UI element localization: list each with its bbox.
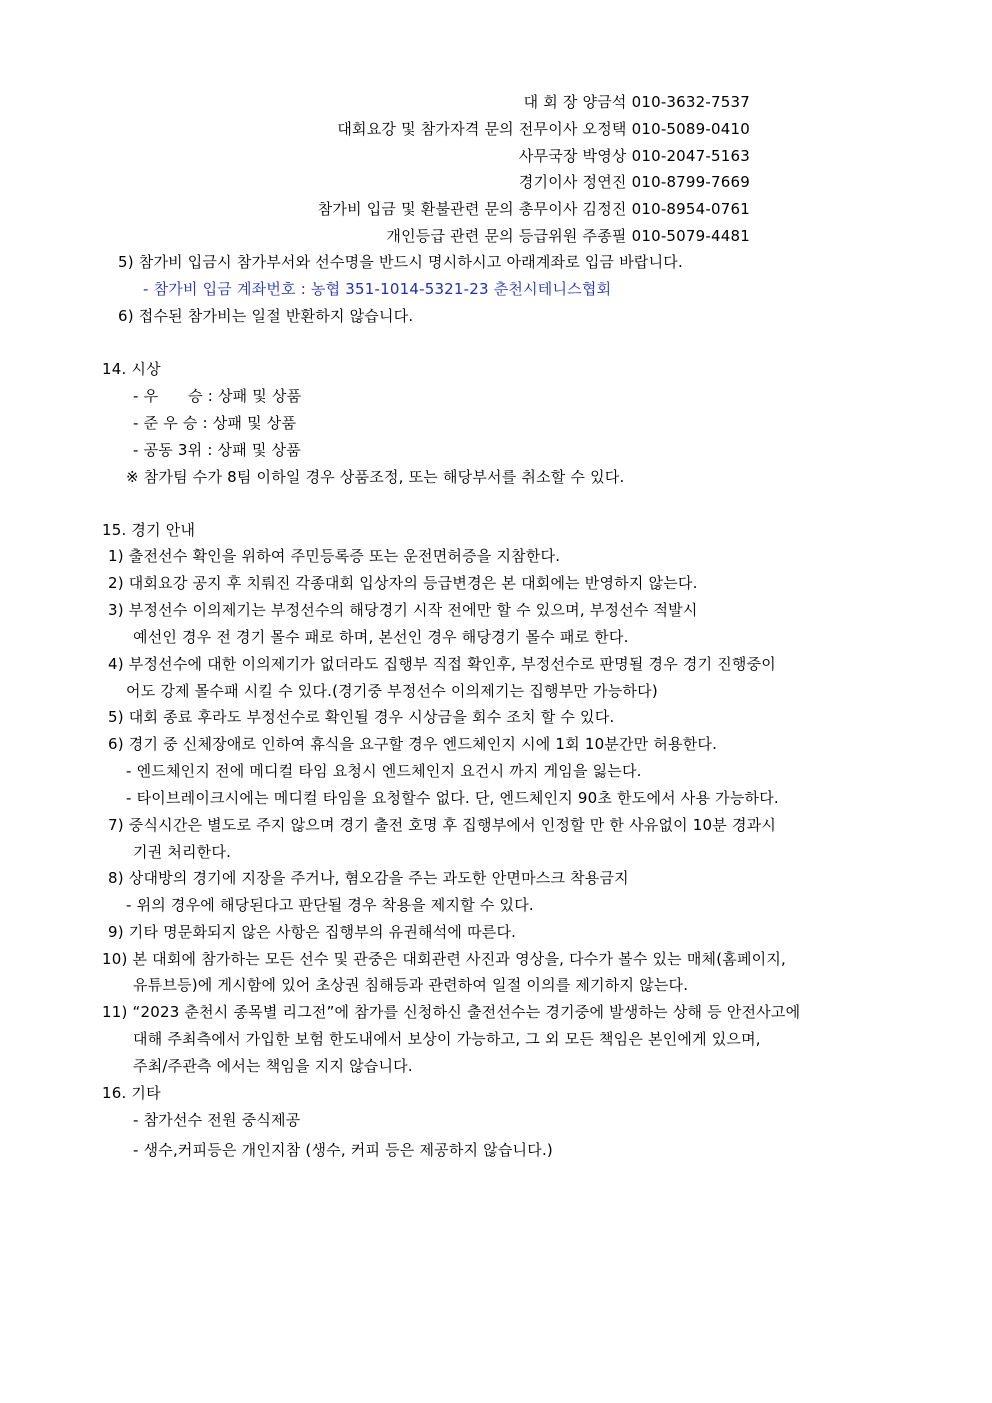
award-runner-up: - 준 우 승 : 상패 및 상품 xyxy=(133,414,297,432)
section-14-title: 14. 시상 xyxy=(102,360,161,378)
contact-general-affairs: 참가비 입금 및 환불관련 문의 총무이사 김정진 010-8954-0761 xyxy=(317,200,750,218)
item-5-payment: 5) 참가비 입금시 참가부서와 선수명을 반드시 명시하시고 아래계좌로 입금 바랍니다. xyxy=(118,253,683,271)
award-note: ※ 참가팀 수가 8팀 이하일 경우 상품조정, 또는 해당부서를 취소할 수 있다. xyxy=(126,468,625,486)
rule-10-line-2: 유튜브등)에 게시함에 있어 초상권 침해등과 관련하여 일절 이의를 제기하지 않는다. xyxy=(133,976,689,994)
rule-2: 2) 대회요강 공지 후 치뤄진 각종대회 입상자의 등급변경은 본 대회에는 반영하지 않는다. xyxy=(108,574,698,592)
rule-11-line-3: 주최/주관측 에서는 책임을 지지 않습니다. xyxy=(133,1057,413,1075)
rule-7-line-2: 기권 처리한다. xyxy=(133,843,232,861)
award-third: - 공동 3위 : 상패 및 상품 xyxy=(133,441,301,459)
rule-11-line-1: 11) “2023 춘천시 종목별 리그전”에 참가를 신청하신 출전선수는 경기중에 발생하는 상해 등 안전사고에 xyxy=(102,1003,801,1021)
rule-6-sub-1: - 엔드체인지 전에 메디컬 타임 요청시 엔드체인지 요건시 까지 게임을 잃는다. xyxy=(126,762,642,780)
rule-7-line-1: 7) 중식시간은 별도로 주지 않으며 경기 출전 호명 후 집행부에서 인정할 만 한 사유없이 10분 경과시 xyxy=(108,816,777,834)
rule-4-line-1: 4) 부정선수에 대한 이의제기가 없더라도 집행부 직접 확인후, 부정선수로 판명될 경우 경기 진행중이 xyxy=(108,655,776,673)
contact-secretary-general: 사무국장 박영상 010-2047-5163 xyxy=(518,147,750,165)
rule-11-line-2: 대해 주최측에서 가입한 보험 한도내에서 보상이 가능하고, 그 외 모든 책임은 본인에게 있으며, xyxy=(133,1030,761,1048)
rule-6: 6) 경기 중 신체장애로 인하여 휴식을 요구할 경우 엔드체인지 시에 1회 10분간만 허용한다. xyxy=(108,735,718,753)
section-16-title: 16. 기타 xyxy=(102,1084,161,1102)
rule-10-line-1: 10) 본 대회에 참가하는 모든 선수 및 관중은 대회관련 사진과 영상을, 다수가 볼수 있는 매체(홈페이지, xyxy=(102,950,786,968)
rule-8: 8) 상대방의 경기에 지장을 주거나, 혐오감을 주는 과도한 안면마스크 착용금지 xyxy=(108,869,629,887)
rule-8-sub: - 위의 경우에 해당된다고 판단될 경우 착용을 제지할 수 있다. xyxy=(126,896,534,914)
item-6-no-refund: 6) 접수된 참가비는 일절 반환하지 않습니다. xyxy=(118,307,414,325)
award-winner: - 우 승 : 상패 및 상품 xyxy=(133,387,302,405)
rule-3-line-2: 예선인 경우 전 경기 몰수 패로 하며, 본선인 경우 해당경기 몰수 패로 한다. xyxy=(133,628,629,646)
rule-5: 5) 대회 종료 후라도 부정선수로 확인될 경우 시상금을 회수 조치 할 수 있다. xyxy=(108,708,615,726)
rule-6-sub-2: - 타이브레이크시에는 메디컬 타임을 요청할수 없다. 단, 엔드체인지 90초 한도에서 사용 가능하다. xyxy=(126,789,779,807)
contact-executive-director: 대회요강 및 참가자격 문의 전무이사 오정택 010-5089-0410 xyxy=(337,120,750,138)
rule-3-line-1: 3) 부정선수 이의제기는 부정선수의 해당경기 시작 전에만 할 수 있으며, 부정선수 적발시 xyxy=(108,601,698,619)
rule-4-line-2: 어도 강제 몰수패 시킬 수 있다.(경기중 부정선수 이의제기는 집행부만 가능하다) xyxy=(126,682,658,700)
section-15-title: 15. 경기 안내 xyxy=(102,521,196,539)
misc-water-coffee: - 생수,커피등은 개인지참 (생수, 커피 등은 제공하지 않습니다.) xyxy=(133,1141,553,1159)
account-number: - 참가비 입금 계좌번호 : 농협 351-1014-5321-23 춘천시테니스협회 xyxy=(143,280,612,298)
rule-1: 1) 출전선수 확인을 위하여 주민등록증 또는 운전면허증을 지참한다. xyxy=(108,547,561,565)
rule-9: 9) 기타 명문화되지 않은 사항은 집행부의 유권해석에 따른다. xyxy=(108,923,517,941)
contact-grade-committee: 개인등급 관련 문의 등급위원 주종필 010-5079-4481 xyxy=(386,227,750,245)
contact-game-director: 경기이사 정연진 010-8799-7669 xyxy=(518,173,750,191)
misc-lunch: - 참가선수 전원 중식제공 xyxy=(133,1111,301,1129)
contact-president: 대 회 장 양금석 010-3632-7537 xyxy=(523,93,750,111)
